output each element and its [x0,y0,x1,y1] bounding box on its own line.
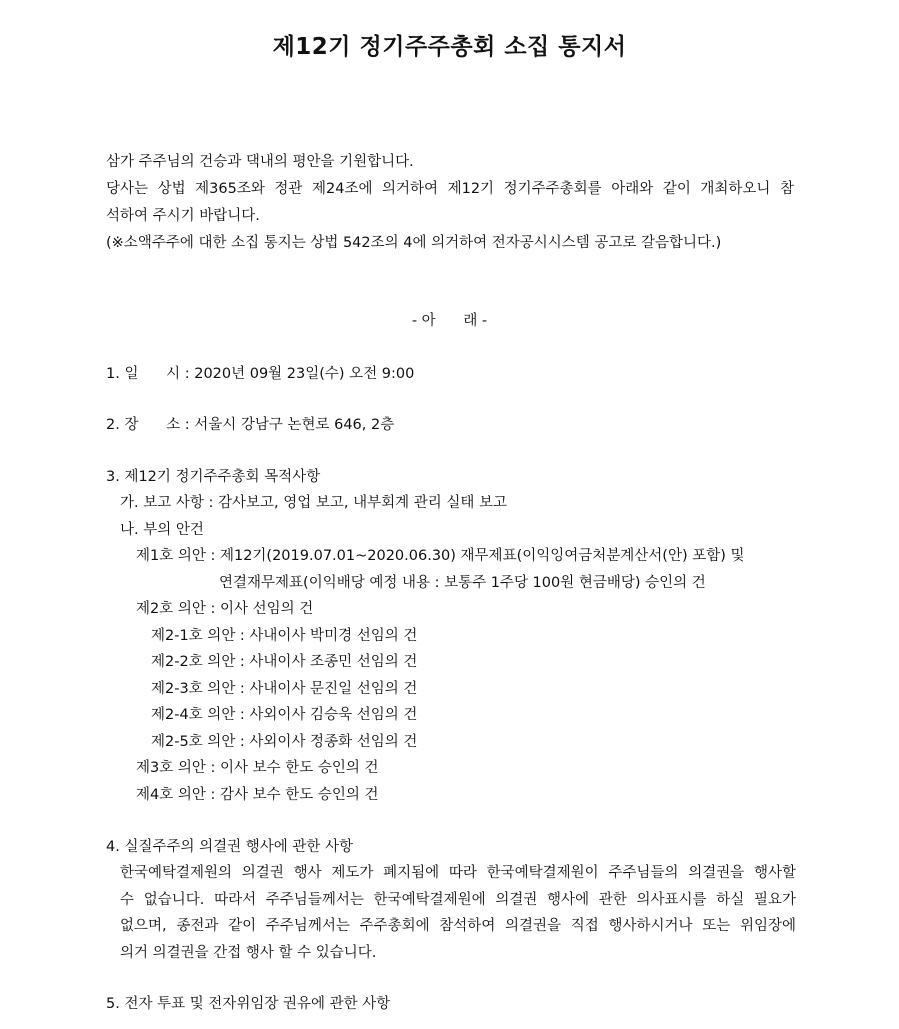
agenda-item: 제2호 의안 : 이사 선임의 건 [136,601,314,617]
section3-agenda-heading: 나. 부의 안건 [120,522,204,538]
agenda-item: 제2-5호 의안 : 사외이사 정종화 선임의 건 [151,734,418,750]
section4-paragraph-line: 없으며, 종전과 같이 주주님께서는 주주총회에 참석하여 의결권을 직접 행사하시거나 또는 위임장에 [120,918,796,934]
section1-datetime: 1. 일 시 : 2020년 09월 23일(수) 오전 9:00 [106,366,415,382]
section5-heading: 5. 전자 투표 및 전자위임장 권유에 관한 사항 [106,996,391,1012]
agenda-item: 연결재무제표(이익배당 예정 내용 : 보통주 1주당 100원 현금배당) 승인의 건 [219,575,706,591]
agenda-item: 제2-3호 의안 : 사내이사 문진일 선임의 건 [151,681,418,697]
intro-basis-line1: 당사는 상법 제365조와 정관 제24조에 의거하여 제12기 정기주주총회를 아래와 같이 개최하오니 참 [106,181,794,197]
below-marker: - 아 래 - [411,313,488,329]
section4-paragraph-line: 수 없습니다. 따라서 주주님들께서는 한국예탁결제원에 의결권 행사에 관한 의사표시를 하실 필요가 [120,892,796,908]
agenda-item: 제2-1호 의안 : 사내이사 박미경 선임의 건 [151,628,418,644]
agenda-item: 제3호 의안 : 이사 보수 한도 승인의 건 [136,760,379,776]
section4-heading: 4. 실질주주의 의결권 행사에 관한 사항 [106,839,353,855]
agenda-item: 제2-2호 의안 : 사내이사 조종민 선임의 건 [151,654,418,670]
intro-minority-note: (※소액주주에 대한 소집 통지는 상법 542조의 4에 의거하여 전자공시시스템 공고로 갈음합니다.) [106,235,722,251]
section3-heading: 3. 제12기 정기주주총회 목적사항 [106,469,321,485]
document-title: 제12기 정기주주총회 소집 통지서 [272,34,627,60]
section4-paragraph-line: 의거 의결권을 간접 행사 할 수 있습니다. [120,945,377,961]
intro-greeting: 삼가 주주님의 건승과 댁내의 평안을 기원합니다. [106,154,414,170]
intro-basis-line2: 석하여 주시기 바랍니다. [106,208,260,224]
section4-paragraph-line: 한국예탁결제원의 의결권 행사 제도가 폐지됨에 따라 한국예탁결제원이 주주님들의 의결권을 행사할 [120,865,796,881]
section2-location: 2. 장 소 : 서울시 강남구 논현로 646, 2층 [106,417,395,433]
agenda-item: 제1호 의안 : 제12기(2019.07.01~2020.06.30) 재무제표(이익잉여금처분계산서(안) 포함) 및 [136,548,745,564]
agenda-item: 제2-4호 의안 : 사외이사 김승욱 선임의 건 [151,707,418,723]
section3-report-items: 가. 보고 사항 : 감사보고, 영업 보고, 내부회계 관리 실태 보고 [120,495,507,511]
agenda-item: 제4호 의안 : 감사 보수 한도 승인의 건 [136,787,379,803]
